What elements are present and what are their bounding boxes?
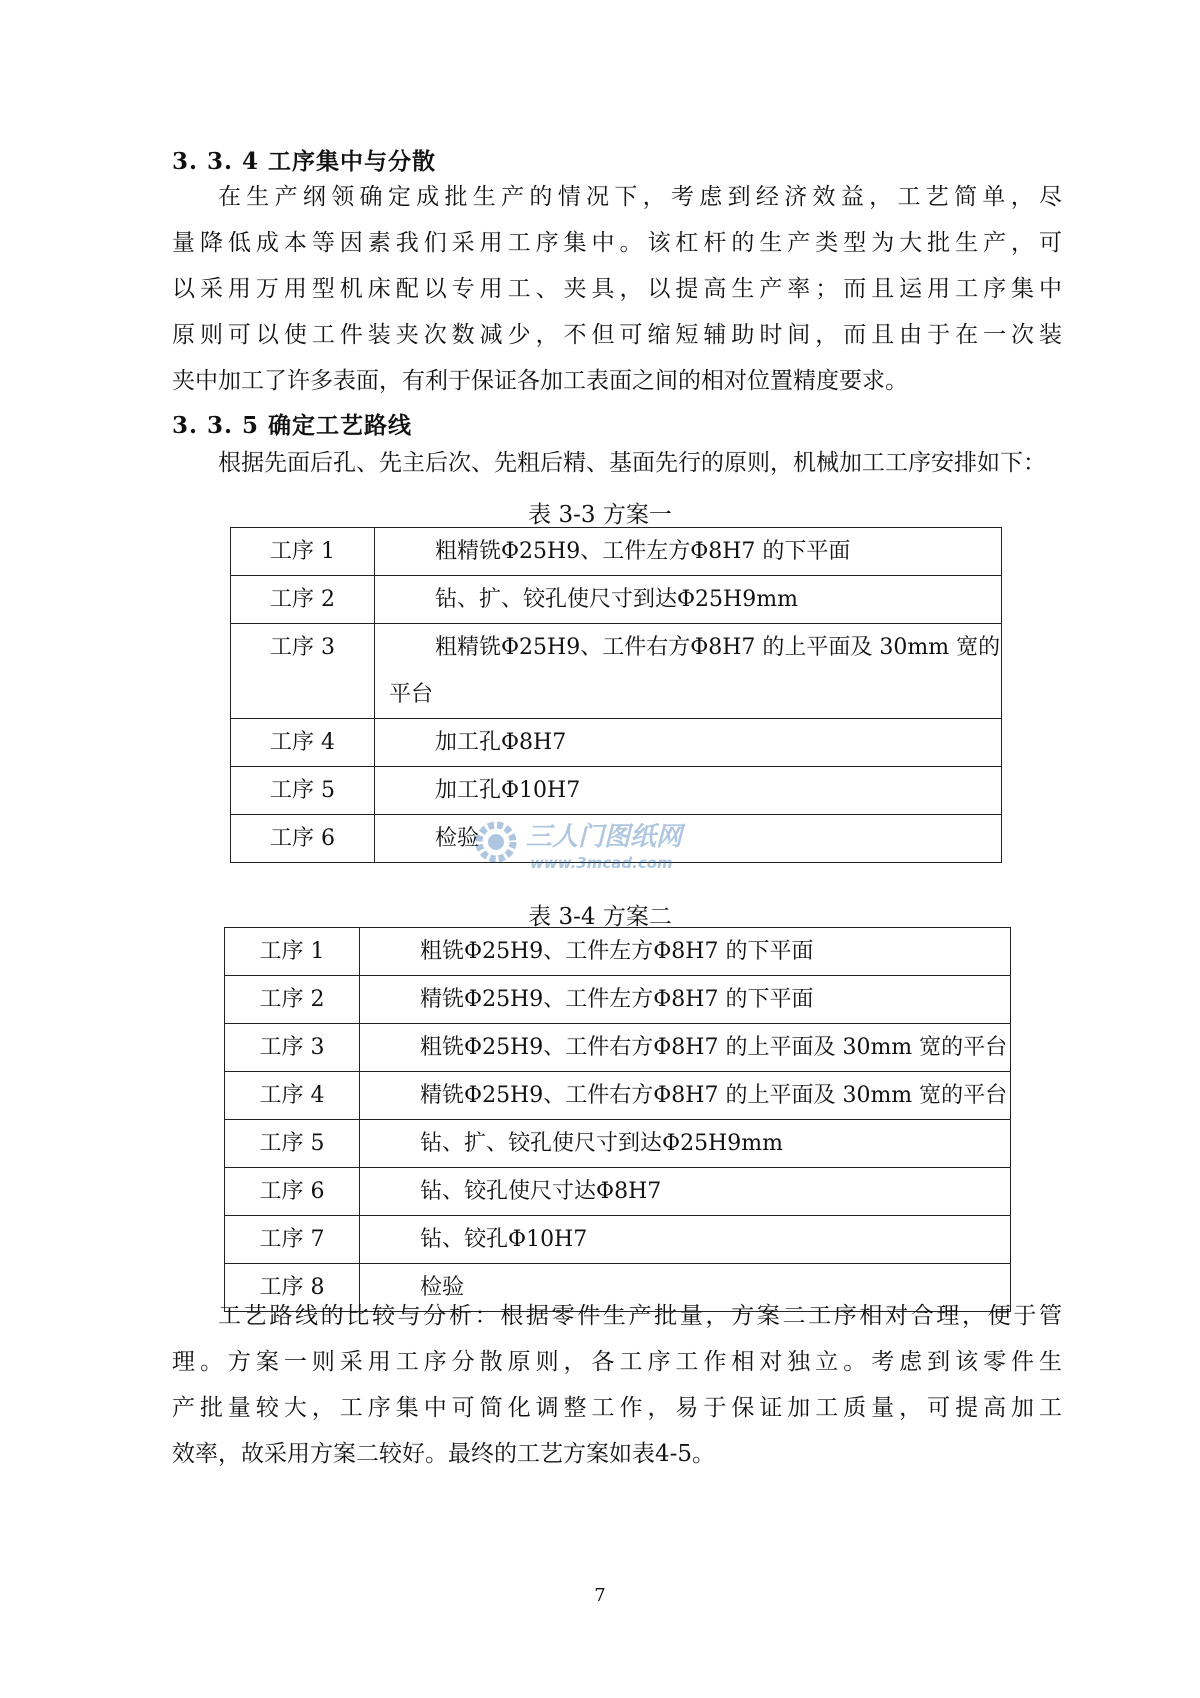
table-row <box>225 928 1011 976</box>
operation-text: 加工孔Φ8H7 <box>435 730 567 755</box>
table-row <box>225 1168 1011 1216</box>
operation-line <box>374 1168 1010 1215</box>
gear-icon <box>470 816 522 868</box>
paragraph-line: 理。方案一则采用工序分散原则，各工序工作相对独立。考虑到该零件生 <box>172 1349 1062 1375</box>
operation-text: 粗精铣Φ25H9、工件左方Φ8H7 的下平面 <box>435 539 851 564</box>
operation-text: 平台 <box>389 682 434 707</box>
table-caption-scheme-2: 表 3-4 方案二 <box>528 904 672 930</box>
step-cell <box>225 928 360 976</box>
operation-line <box>374 928 1010 975</box>
watermark-url: www.3mcad.com <box>530 854 673 872</box>
table-row <box>225 1216 1011 1264</box>
operation-line <box>389 671 1001 718</box>
step-cell <box>231 815 375 863</box>
operation-line <box>374 976 1010 1023</box>
paragraph-line: 在生产纲领确定成批生产的情况下，考虑到经济效益，工艺简单，尽 <box>218 184 1062 210</box>
operation-cell <box>375 528 1002 576</box>
paragraph-process-concentration <box>172 174 1062 404</box>
step-cell <box>231 767 375 815</box>
step-label: 工序 5 <box>259 1131 325 1156</box>
step-cell <box>231 528 375 576</box>
section-heading-335: 3. 3. 5 确定工艺路线 <box>172 412 413 439</box>
step-cell <box>225 1120 360 1168</box>
table-row <box>231 576 1002 624</box>
operation-cell <box>360 976 1011 1024</box>
paragraph-line: 产批量较大，工序集中可简化调整工作，易于保证加工质量，可提高加工 <box>172 1395 1062 1421</box>
step-label: 工序 5 <box>270 778 335 803</box>
step-cell <box>225 976 360 1024</box>
step-label: 工序 2 <box>270 587 335 612</box>
operation-line <box>374 1216 1010 1263</box>
paragraph-line: 量降低成本等因素我们采用工序集中。该杠杆的生产类型为大批生产，可 <box>172 230 1062 256</box>
step-label: 工序 6 <box>259 1179 325 1204</box>
step-cell <box>225 1072 360 1120</box>
operation-text: 钻、扩、铰孔使尺寸到达Φ25H9mm <box>420 1131 783 1156</box>
step-label: 工序 4 <box>259 1083 325 1108</box>
operation-text: 钻、铰孔Φ10H7 <box>420 1227 588 1252</box>
step-label: 工序 4 <box>270 730 335 755</box>
step-cell <box>225 1024 360 1072</box>
table-row <box>231 624 1002 719</box>
operation-text: 精铣Φ25H9、工件左方Φ8H7 的下平面 <box>420 987 814 1012</box>
step-label: 工序 8 <box>259 1275 325 1300</box>
paragraph-route-analysis <box>172 1293 1062 1477</box>
paragraph-line: 夹中加工了许多表面，有利于保证各加工表面之间的相对位置精度要求。 <box>172 368 908 394</box>
table-row <box>225 1072 1011 1120</box>
operation-text: 粗精铣Φ25H9、工件右方Φ8H7 的上平面及 30mm 宽的 <box>435 635 1001 660</box>
table-row <box>225 1024 1011 1072</box>
step-cell <box>231 624 375 719</box>
table-row <box>225 1120 1011 1168</box>
step-cell <box>225 1168 360 1216</box>
section-heading-334: 3. 3. 4 工序集中与分散 <box>172 148 437 175</box>
step-cell <box>231 719 375 767</box>
operation-text: 精铣Φ25H9、工件右方Φ8H7 的上平面及 30mm 宽的平台 <box>420 1083 1008 1108</box>
operation-line <box>374 1072 1010 1119</box>
operation-text: 钻、扩、铰孔使尺寸到达Φ25H9mm <box>435 587 798 612</box>
paragraph-line: 以采用万用型机床配以专用工、夹具，以提高生产率；而且运用工序集中 <box>172 276 1062 302</box>
table-row <box>231 719 1002 767</box>
operation-cell <box>360 928 1011 976</box>
step-label: 工序 3 <box>270 635 335 660</box>
operation-cell <box>360 1216 1011 1264</box>
operation-text: 加工孔Φ10H7 <box>435 778 581 803</box>
operation-text: 粗铣Φ25H9、工件左方Φ8H7 的下平面 <box>420 939 814 964</box>
watermark <box>470 808 710 888</box>
operation-text: 检验 <box>435 826 480 851</box>
operation-line <box>374 1120 1010 1167</box>
operation-text: 钻、铰孔使尺寸达Φ8H7 <box>420 1179 662 1204</box>
paragraph-line: 原则可以使工件装夹次数减少，不但可缩短辅助时间，而且由于在一次装 <box>172 322 1062 348</box>
operation-cell <box>375 624 1002 719</box>
operation-line <box>389 528 1001 575</box>
operation-cell <box>360 1072 1011 1120</box>
step-label: 工序 2 <box>259 987 325 1012</box>
operation-cell <box>360 1168 1011 1216</box>
step-label: 工序 7 <box>259 1227 325 1252</box>
operation-line <box>389 767 1001 814</box>
step-label: 工序 6 <box>270 826 335 851</box>
step-cell <box>231 576 375 624</box>
step-label: 工序 1 <box>270 539 335 564</box>
operation-line <box>389 576 1001 623</box>
operation-text: 粗铣Φ25H9、工件右方Φ8H7 的上平面及 30mm 宽的平台 <box>420 1035 1008 1060</box>
page-number: 7 <box>594 1585 606 1606</box>
paragraph-line: 工艺路线的比较与分析：根据零件生产批量，方案二工序相对合理，便于管 <box>218 1303 1062 1329</box>
process-table-scheme-2 <box>224 927 1011 1312</box>
paragraph-line: 效率，故采用方案二较好。最终的工艺方案如表4-5。 <box>172 1441 716 1467</box>
step-cell <box>225 1216 360 1264</box>
operation-line <box>389 719 1001 766</box>
operation-cell <box>360 1024 1011 1072</box>
process-route-intro: 根据先面后孔、先主后次、先粗后精、基面先行的原则，机械加工工序安排如下： <box>218 450 1046 476</box>
operation-text: 检验 <box>420 1275 465 1300</box>
operation-cell <box>375 576 1002 624</box>
table-row <box>231 528 1002 576</box>
operation-line <box>389 624 1001 671</box>
watermark-brand: 三人门图纸网 <box>526 822 683 852</box>
step-label: 工序 1 <box>259 939 325 964</box>
table-caption-scheme-1: 表 3-3 方案一 <box>528 502 672 528</box>
step-label: 工序 3 <box>259 1035 325 1060</box>
operation-cell <box>360 1120 1011 1168</box>
operation-line <box>374 1024 1010 1071</box>
table-row <box>225 976 1011 1024</box>
operation-cell <box>375 719 1002 767</box>
